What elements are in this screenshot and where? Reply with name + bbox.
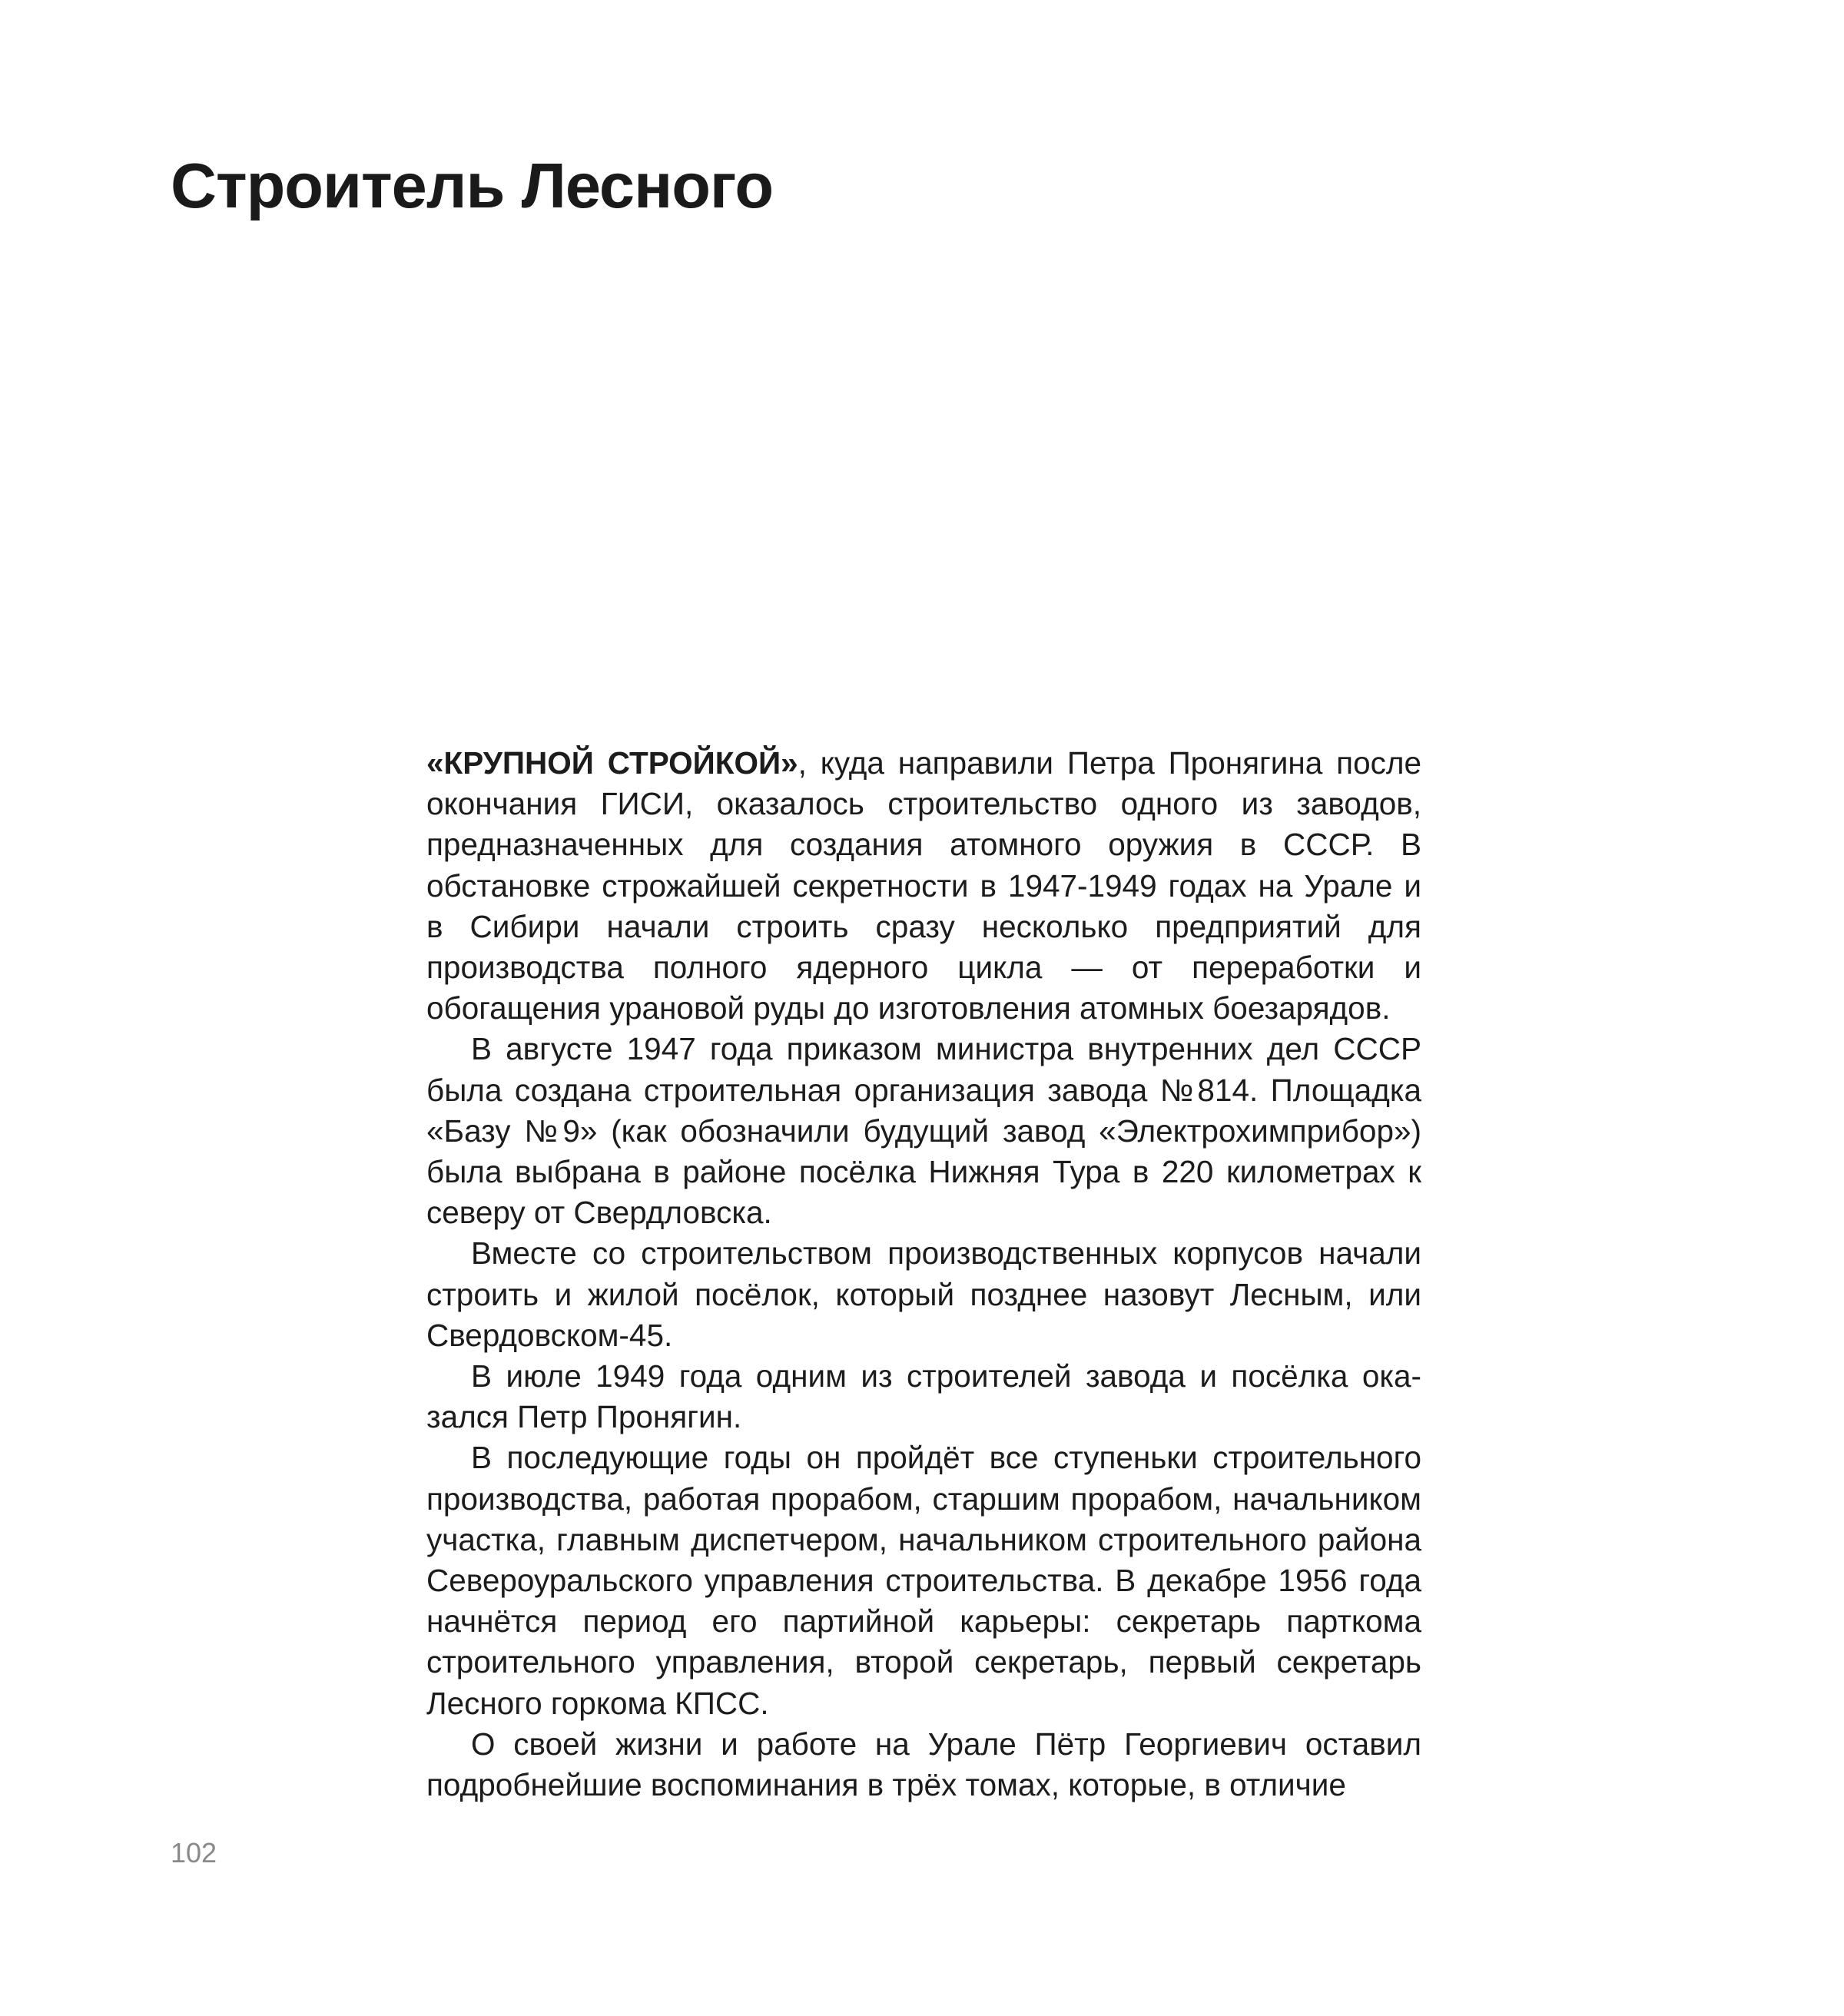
paragraph-4: В июле 1949 года одним из строителей завода и посёлка оказался Петр Пронягин. [426,1358,1421,1435]
article-body [426,743,1421,1805]
paragraph-6: О своей жизни и работе на Урале Пётр Георгиевич оставил подробнейшие воспоминания в трёх томах, которые, в отличие [426,1726,1421,1803]
paragraph-1-text: , куда направили Петра Пронягина после окончания ГИСИ, оказалось строительство одного из заводов, предназначенных для создания атомного оружия в СССР. В обстановке строжайшей секретности в 1947-1949 годах на Урале и в Сибири начали строить сразу несколько предприятий для производства полного ядерного цикла — от переработки и обогащения урановой руды до изготовления атомных боезарядов. [426,745,1422,1026]
page-number: 102 [171,1837,217,1868]
paragraph-5: В последующие годы он пройдёт все ступеньки строительного производства, работая прорабом, старшим прорабом, начальником участка, главным диспетчером, начальником строительного района Североуральского управления строительства. В декабре 1956 года начнётся период его партийной карьеры: секретарь парткома строительного управления, второй секретарь, первый секретарь Лесного горкома КПСС. [426,1440,1421,1721]
paragraph-2: В августе 1947 года приказом министра внутренних дел СССР была создана строительная организация завода №814. Площадка «Базу №9» (как обозначили будущий завод «Электрохимприбор») была выбрана в районе посёлка Нижняя Тура в 220 километрах к северу от Свердловска. [426,1031,1421,1231]
page-title: Строитель Лесного [171,150,774,221]
paragraph-3: Вместе со строительством производственных корпусов начали строить и жилой посёлок, который позднее назовут Лесным, или Свердовском-45. [426,1235,1421,1353]
paragraph-lead: «КРУПНОЙ СТРОЙКОЙ» [426,745,798,781]
paragraph-1 [426,743,1421,1029]
